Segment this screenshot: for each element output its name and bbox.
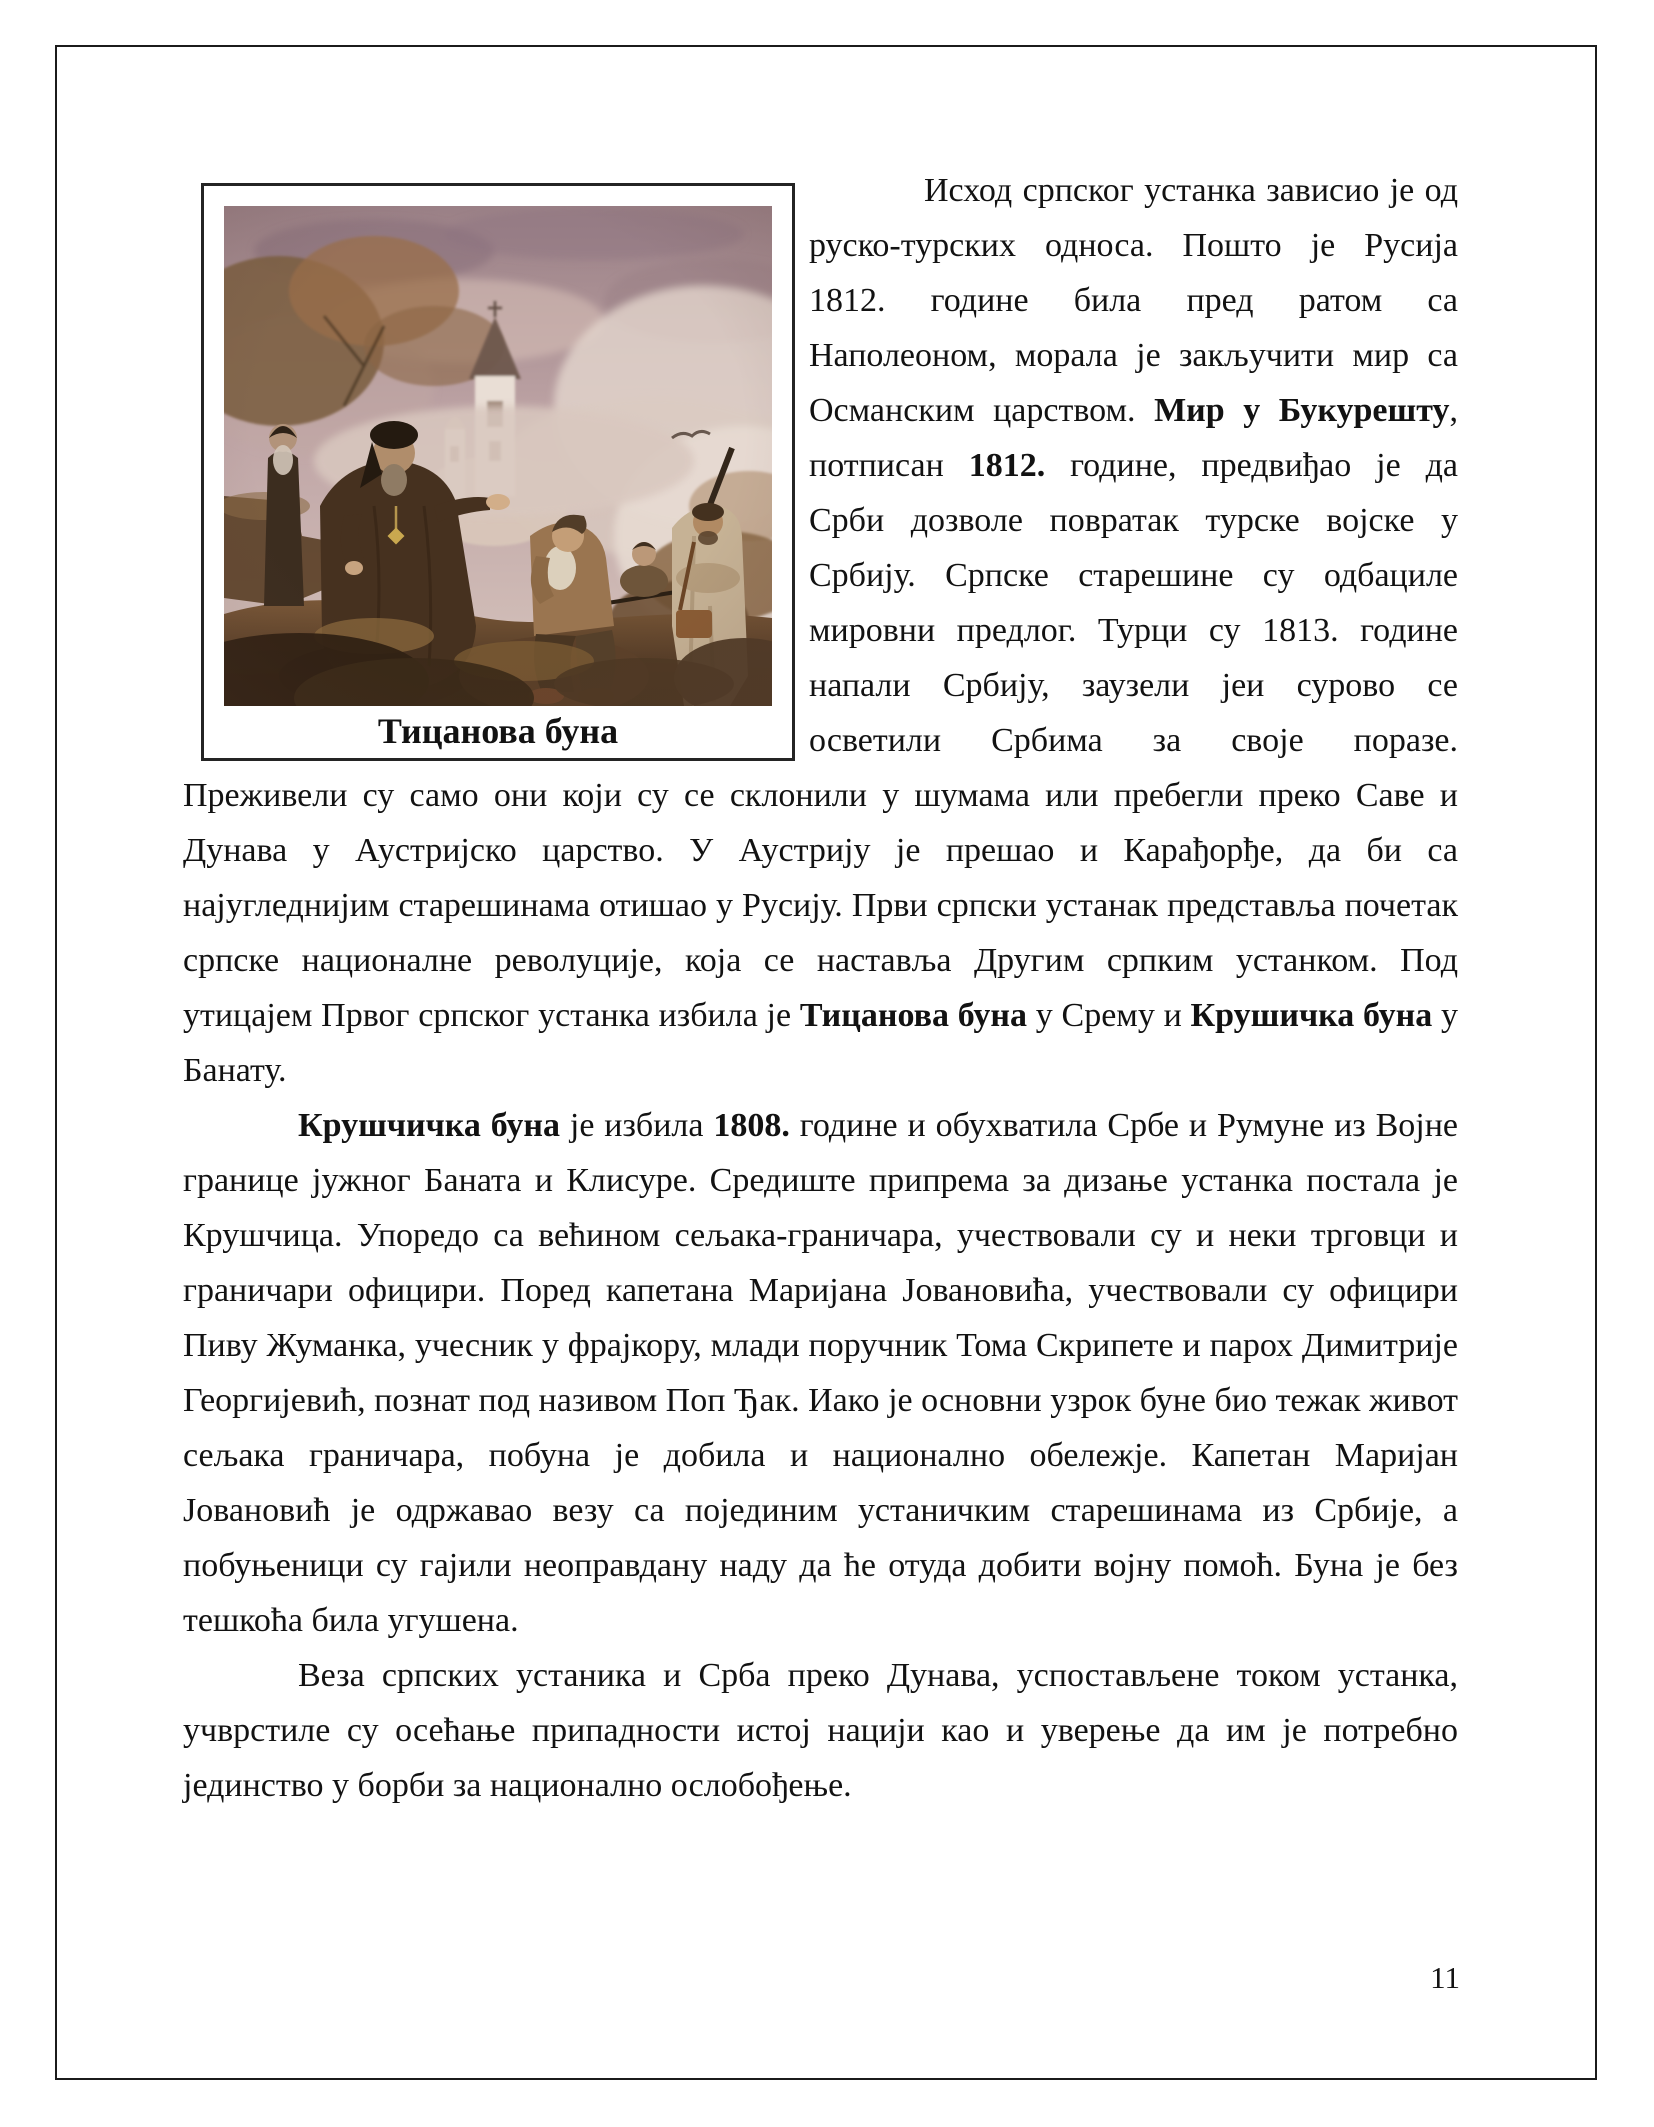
text-segment: у Банату. — [183, 997, 1459, 1089]
tican-rebellion-painting — [224, 206, 772, 706]
text-segment: у Срему и — [1027, 997, 1191, 1034]
bold-text-segment: Тицанова буна — [799, 997, 1028, 1034]
text-segment: године и обухватила Србе и Румуне из Војне границе јужног Баната и Клисуре. Средиште припрема за дизање устанка постала је Крушчица. Упоредо са већином сељака-граничара, учествовали су и неки трговци и граничари официри. Поред капетана Маријана Јовановића, учествовали су официри Пиву Жуманка, учесник у фрајкору, млади поручник Тома Скрипете и парох Димитрије Георгијевић, познат под називом Поп Ђак. Иако је основни узрок буне био тежак живот сељака граничара, побуна је добила и национално обележје. Капетан Маријан Јовановић је одржавао везу са појединим устаничким старешинама из Србије, а побуњеници су гајили неоправдану наду да ће отуда добити војну помоћ. Буна је без тешкоћа била угушена. — [183, 1107, 1458, 1639]
figure-box — [201, 183, 795, 761]
bold-text-segment: Мир у Букурешту — [1154, 392, 1450, 429]
text-segment: је избила — [560, 1107, 714, 1144]
page-sheet — [55, 45, 1597, 2080]
page-number: 11 — [1430, 1960, 1460, 1995]
text-segment: године, предвиђао је да Срби дозволе повратак турске војске у Србију. Српске старешине су одбациле мировни предлог. Турци су 1813. године напали Србију, заузели јеи сурово се осветили Србима за своје поразе. Преживели су само они који су се склонили у шумама или пребегли преко Саве и Дунава у Аустријско царство. У Аустрију је прешао и Карађорђе, да би са најугледнијим старешинама отишао у Русију. Први српски устанак представља почетак српске националне револуције, која се наставља Другим српким устанком. Под утицајем Првог српског устанка избила је — [183, 447, 1458, 1034]
document-body-text — [183, 163, 1458, 1813]
text-segment: Исход српског устанка зависио је од руско-турских односа. Пошто је Русија 1812. године била пред ратом са Наполеоном, морала је закључити мир са Османским царством. — [809, 172, 1458, 429]
bold-text-segment: Крушичка буна — [1190, 997, 1433, 1034]
bold-text-segment: 1808. — [713, 1107, 790, 1144]
paragraph — [183, 1648, 1458, 1813]
bold-text-segment: 1812. — [968, 447, 1046, 484]
bold-text-segment: Крушчичка буна — [298, 1107, 561, 1144]
paragraph — [183, 1098, 1458, 1648]
text-segment: Веза српских устаника и Срба преко Дунава, успостављене током устанка, учврстиле су осећање припадности истој нацији као и уверење да им је потребно јединство у борби за национално ослобођење. — [183, 1657, 1458, 1804]
text-segment: , потписан — [809, 392, 1458, 484]
figure-caption: Тицанова буна — [377, 711, 619, 751]
